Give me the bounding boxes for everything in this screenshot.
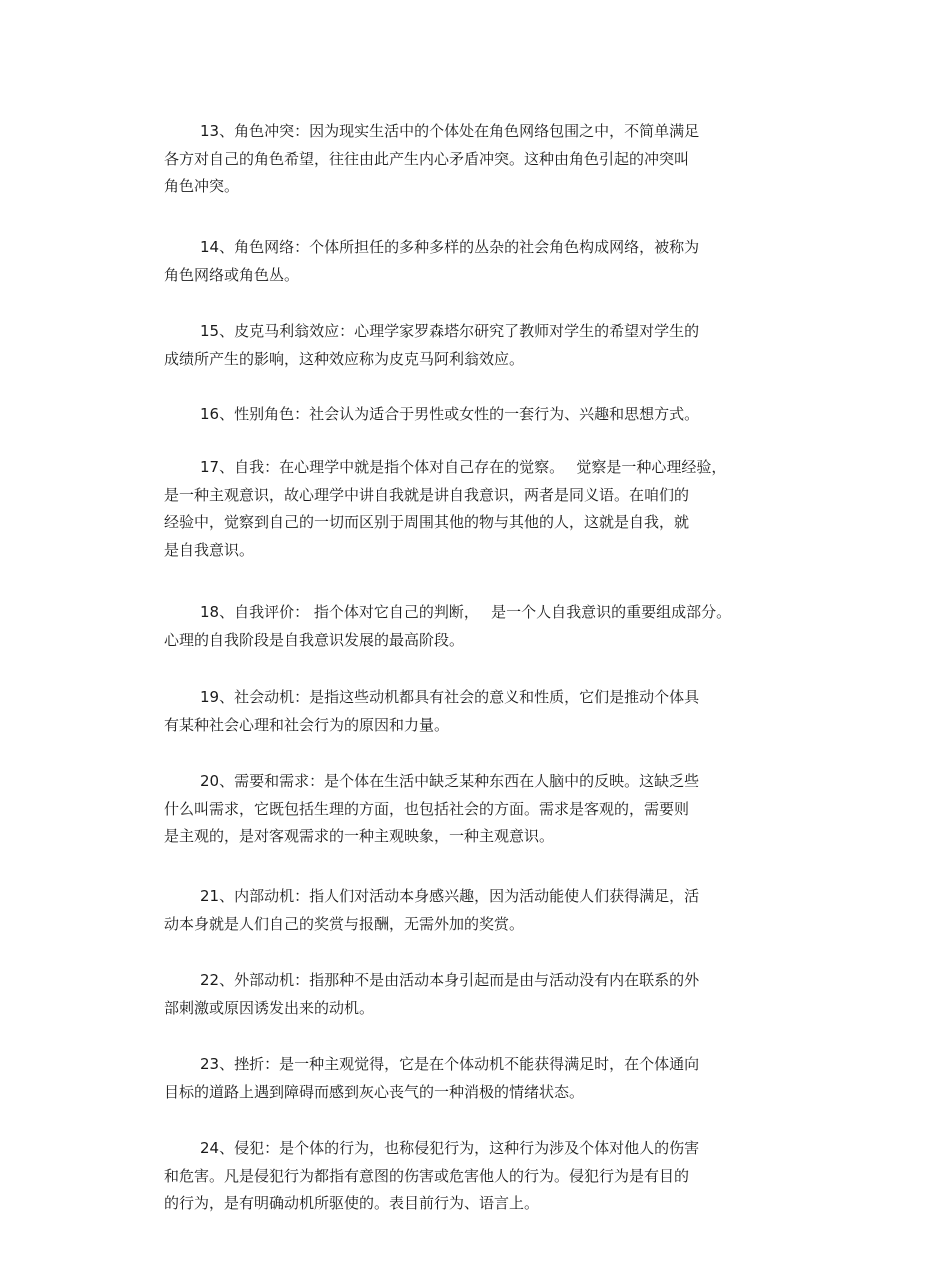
entry-line: 什么叫需求，它既包括生理的方面，也包括社会的方面。需求是客观的，需要则 — [164, 799, 690, 818]
entry-22 — [164, 967, 804, 1022]
entry-line: 24、侵犯：是个体的行为，也称侵犯行为，这种行为涉及个体对他人的伤害 — [200, 1139, 700, 1157]
entry-line: 18、自我评价： 指个体对它自己的判断， 是一个人自我意识的重要组成部分。 — [200, 603, 732, 621]
entry-line: 是一种主观意识，故心理学中讲自我就是讲自我意识，两者是同义语。在咱们的 — [164, 485, 690, 504]
entry-line: 22、外部动机：指那种不是由活动本身引起而是由与活动没有内在联系的外 — [200, 971, 700, 989]
entry-line: 动本身就是人们自己的奖赏与报酬，无需外加的奖赏。 — [164, 914, 525, 933]
entry-line: 是主观的，是对客观需求的一种主观映象，一种主观意识。 — [164, 827, 555, 845]
entry-line: 各方对自己的角色希望，往往由此产生内心矛盾冲突。这种由角色引起的冲突叫 — [164, 149, 690, 168]
entry-line: 心理的自我阶段是自我意识发展的最高阶段。 — [164, 630, 465, 649]
entry-13 — [164, 118, 804, 201]
entry-line: 有某种社会心理和社会行为的原因和力量。 — [164, 715, 450, 734]
entry-21 — [164, 883, 804, 938]
entry-line: 和危害。凡是侵犯行为都指有意图的伤害或危害他人的行为。侵犯行为是有目的 — [164, 1166, 690, 1185]
entry-line: 成绩所产生的影响，这种效应称为皮克马阿利翁效应。 — [164, 349, 525, 368]
entry-line: 是自我意识。 — [164, 540, 255, 559]
entry-line: 角色冲突。 — [164, 177, 240, 195]
entry-line: 14、角色网络：个体所担任的多种多样的丛杂的社会角色构成网络，被称为 — [200, 238, 700, 256]
entry-line: 17、自我：在心理学中就是指个体对自己存在的觉察。 觉察是一种心理经验， — [200, 458, 727, 476]
entry-16 — [164, 401, 804, 429]
entry-line: 角色网络或角色丛。 — [164, 265, 300, 284]
entry-line: 21、内部动机：指人们对活动本身感兴趣，因为活动能使人们获得满足，活 — [200, 887, 700, 905]
entry-line: 20、需要和需求：是个体在生活中缺乏某种东西在人脑中的反映。这缺乏些 — [200, 772, 700, 790]
entry-23 — [164, 1051, 804, 1106]
entry-18 — [164, 599, 804, 654]
entry-line: 19、社会动机：是指这些动机都具有社会的意义和性质，它们是推动个体具 — [200, 688, 700, 706]
entry-line: 目标的道路上遇到障碍而感到灰心丧气的一种消极的情绪状态。 — [164, 1082, 585, 1101]
entry-14 — [164, 234, 804, 289]
entry-15 — [164, 318, 804, 373]
entry-line: 部刺激或原因诱发出来的动机。 — [164, 998, 375, 1017]
entry-line: 23、挫折：是一种主观觉得，它是在个体动机不能获得满足时，在个体通向 — [200, 1055, 700, 1073]
entry-20 — [164, 768, 804, 851]
entry-line: 13、角色冲突：因为现实生活中的个体处在角色网络包围之中，不简单满足 — [200, 122, 700, 140]
entry-line: 经验中，觉察到自己的一切而区别于周围其他的物与其他的人，这就是自我，就 — [164, 513, 690, 531]
entry-line: 的行为，是有明确动机所驱使的。表目前行为、语言上。 — [164, 1194, 540, 1212]
entry-19 — [164, 684, 804, 739]
entry-line: 16、性别角色：社会认为适合于男性或女性的一套行为、兴趣和思想方式。 — [200, 405, 700, 423]
entry-24 — [164, 1135, 804, 1218]
entry-line: 15、皮克马利翁效应：心理学家罗森塔尔研究了教师对学生的希望对学生的 — [200, 322, 700, 340]
entry-17 — [164, 454, 804, 564]
